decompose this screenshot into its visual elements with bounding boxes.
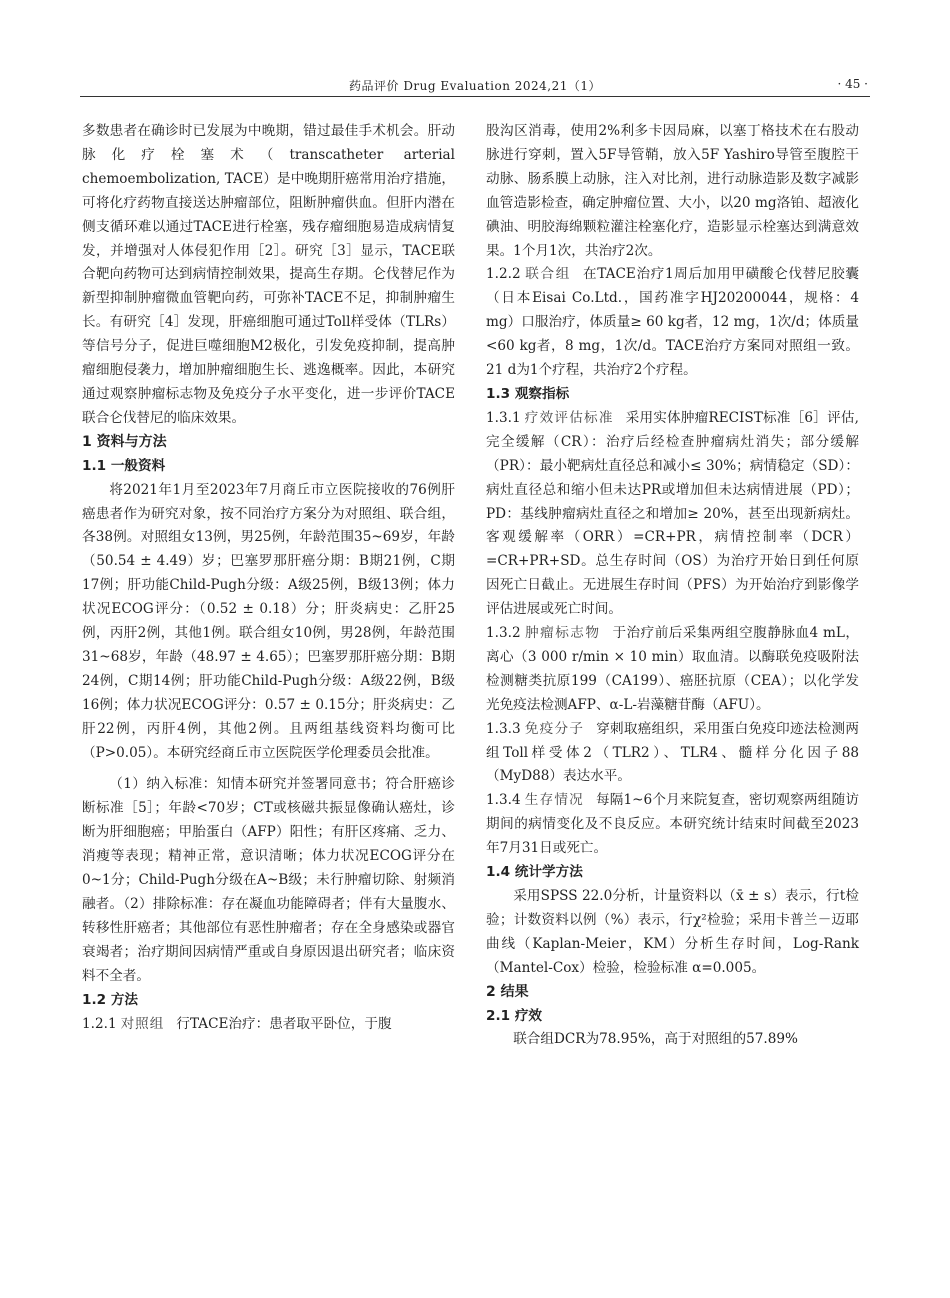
- paragraph-gap: [82, 765, 455, 773]
- subsection-label: 联合组: [524, 266, 572, 283]
- subsection-number: 1.3.3: [486, 720, 521, 737]
- method-combined-paragraph: [486, 263, 859, 383]
- subsection-text: 于治疗前后采集两组空腹静脉血4 mL，离心（3 000 r/min × 10 min）取血清。以酶联免疫吸附法检测糖类抗原199（CA199）、癌胚抗原（CEA）；以化学发光免疫法检测AFP、α-L-岩藻糖苷酶（AFU）。: [486, 625, 859, 713]
- page-number: · 45 ·: [837, 77, 868, 91]
- section-heading-2-1: 2.1 疗效: [486, 1007, 543, 1024]
- immune-molecules-paragraph: [486, 718, 859, 790]
- subsection-label: 疗效评估标准: [524, 409, 614, 426]
- section-heading-1-2: 1.2 方法: [82, 991, 139, 1008]
- subsection-number: 1.3.1: [486, 409, 521, 426]
- subsection-number: 1.2.1: [82, 1015, 117, 1032]
- section-heading-1-3: 1.3 观察指标: [486, 385, 570, 402]
- subsection-text: 采用实体肿瘤RECIST标准［6］评估,完全缓解（CR）：治疗后经检查肿瘤病灶消失；部分缓解（PR）：最小靶病灶直径总和减小≤ 30%；病情稳定（SD）：病灶直径总和缩小但未达PR或增加但未达病情进展（PD）；PD：基线肿瘤病灶直径之和增加≥ 20%，甚至出现新病灶。客观缓解率（ORR）=CR+PR，病情控制率（DCR）=CR+PR+SD。总生存时间（OS）为治疗开始日到任何原因死亡日截止。无进展生存时间（PFS）为开始治疗到影像学评估进展或死亡时间。: [486, 409, 860, 618]
- journal-title: 药品评价 Drug Evaluation 2024,21（1）: [349, 79, 601, 93]
- general-data-paragraph: 将2021年1月至2023年7月商丘市立医院接收的76例肝癌患者作为研究对象，按不同治疗方案分为对照组、联合组，各38例。对照组女13例，男25例，年龄范围35~69岁，年龄（50.54 ± 4.49）岁；巴塞罗那肝癌分期：B期21例，C期17例；肝功能Child-Pugh分级：A级25例，B级13例；体力状况ECOG评分：（0.52 ± 0.18）分；肝炎病史：乙肝25例，丙肝2例，其他1例。联合组女10例，男28例，年龄范围31~68岁，年龄（48.97 ± 4.65）；巴塞罗那肝癌分期：B期24例，C期14例；肝功能Child-Pugh分级：A级22例，B级16例；体力状况ECOG评分：0.57 ± 0.15分；肝炎病史：乙肝22例，丙肝4例，其他2例。且两组基线资料均衡可比（P>0.05）。本研究经商丘市立医院医学伦理委员会批准。: [82, 481, 455, 761]
- subsection-text: 每隔1~6个月来院复查，密切观察两组随访期间的病情变化及不良反应。本研究统计结束时间截至2023年7月31日或死亡。: [486, 792, 860, 857]
- subsection-number: 1.3.2: [486, 625, 521, 642]
- subsection-number: 1.3.4: [486, 792, 521, 809]
- right-column: [486, 120, 859, 1052]
- statistics-paragraph: 采用SPSS 22.0分析，计量资料以（x̄ ± s）表示，行t检验；计数资料以例（%）表示，行χ²检验；采用卡普兰－迈耶曲线（Kaplan-Meier，KM）分析生存时间，Log-Rank（Mantel-Cox）检验，检验标准 α=0.005。: [486, 888, 859, 976]
- efficacy-criteria-paragraph: [486, 407, 859, 622]
- subsection-text: 行TACE治疗：患者取平卧位，于腹: [176, 1015, 392, 1032]
- subsection-text: 在TACE治疗1周后加用甲磺酸仑伐替尼胶囊（日本Eisai Co.Ltd.，国药准字HJ20200044，规格：4 mg）口服治疗，体质量≥ 60 kg者，12 mg，1次/d；体质量<60 kg者，8 mg，1次/d。TACE治疗方案同对照组一致。21 d为1个疗程，共治疗2个疗程。: [486, 266, 859, 379]
- tumor-markers-paragraph: [486, 622, 859, 718]
- survival-paragraph: [486, 789, 859, 861]
- subsection-label: 生存情况: [524, 792, 584, 809]
- subsection-label: 肿瘤标志物: [524, 625, 601, 642]
- left-column: [82, 120, 455, 1036]
- section-heading-1-1: 1.1 一般资料: [82, 457, 166, 474]
- method-control-paragraph: [82, 1013, 455, 1037]
- method-continued-paragraph: 股沟区消毒，使用2%利多卡因局麻，以塞丁格技术在右股动脉进行穿刺，置入5F导管鞘，放入5F Yashiro导管至腹腔干动脉、肠系膜上动脉，注入对比剂，进行动脉造影及数字减影血管造影检查，确定肿瘤位置、大小，以20 mg洛铂、超液化碘油、明胶海绵颗粒灌注栓塞化疗，造影显示栓塞达到满意效果。1个月1次，共治疗2次。: [486, 123, 859, 259]
- running-header: [80, 72, 870, 97]
- subsection-label: 对照组: [120, 1015, 165, 1032]
- subsection-number: 1.2.2: [486, 266, 521, 283]
- section-heading-1-4: 1.4 统计学方法: [486, 864, 583, 881]
- section-heading-2: 2 结果: [486, 983, 529, 1000]
- subsection-label: 免疫分子: [524, 720, 585, 737]
- criteria-paragraph: （1）纳入标准：知情本研究并签署同意书；符合肝癌诊断标准［5］；年龄<70岁；CT或核磁共振显像确认癌灶，诊断为肝细胞癌；甲胎蛋白（AFP）阳性；有肝区疼痛、乏力、消瘦等表现；精神正常，意识清晰；体力状况ECOG评分在0~1分；Child-Pugh分级在A~B级；未行肿瘤切除、射频消融者。（2）排除标准：存在凝血功能障碍者；伴有大量腹水、转移性肝癌者；其他部位有恶性肿瘤者；存在全身感染或器官衰竭者；治疗期间因病情严重或自身原因退出研究者；临床资料不全者。: [82, 776, 455, 984]
- intro-paragraph: 多数患者在确诊时已发展为中晚期，错过最佳手术机会。肝动脉化疗栓塞术（transcatheter arterial chemoembolization, TACE）是中晚期肝癌常用治疗措施，可将化疗药物直接送达肿瘤部位，阻断肿瘤供血。但肝内潜在侧支循环难以通过TACE进行栓塞，残存瘤细胞易造成病情复发，并增强对人体侵犯作用［2］。研究［3］显示，TACE联合靶向药物可达到病情控制效果，提高生存期。仑伐替尼作为新型抑制肿瘤微血管靶向药，可弥补TACE不足，抑制肿瘤生长。有研究［4］发现，肝癌细胞可通过Toll样受体（TLRs）等信号分子，促进巨噬细胞M2极化，引发免疫抑制，提高肿瘤细胞侵袭力，增加肿瘤细胞生长、逃逸概率。因此，本研究通过观察肿瘤标志物及免疫分子水平变化，进一步评价TACE联合仑伐替尼的临床效果。: [82, 123, 455, 426]
- efficacy-result-paragraph: 联合组DCR为78.95%，高于对照组的57.89%: [513, 1031, 798, 1048]
- subsection-text: 穿刺取癌组织，采用蛋白免疫印迹法检测两组Toll样受体2（TLR2）、TLR4、髓样分化因子88（MyD88）表达水平。: [486, 720, 859, 785]
- section-heading-1: 1 资料与方法: [82, 433, 167, 450]
